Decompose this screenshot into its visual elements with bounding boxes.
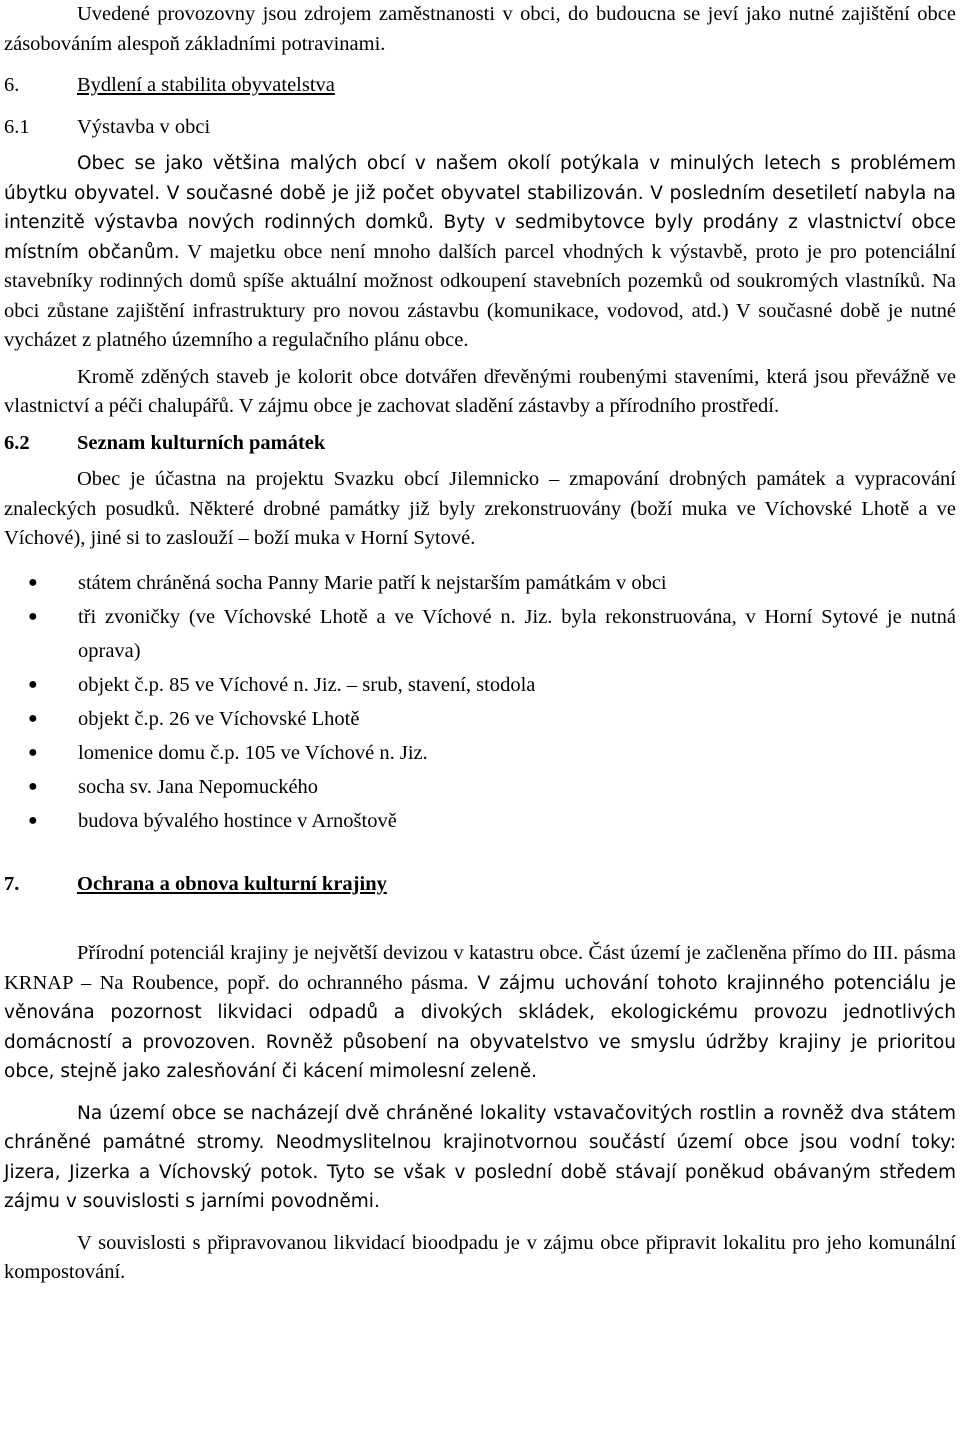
- list-item-text: tři zvoničky (ve Víchovské Lhotě a ve Víchové n. Jiz. byla rekonstruována, v Horní Sytové je nutná oprava): [78, 605, 956, 662]
- section-6-2-number: 6.2: [4, 431, 30, 454]
- list-item-text: státem chráněná socha Panny Marie patří k nejstarším památkám v obci: [78, 571, 667, 594]
- list-item: [4, 736, 956, 770]
- list-item: [4, 804, 956, 838]
- section-7-paragraph-1-serif: Přírodní potenciál krajiny je největší devizou v katastru obce. Část území je začleněna přímo do III. pásma KRNAP – Na Roubence, popř. do ochranného pásma.: [4, 942, 956, 994]
- bullet-icon: ●: [28, 675, 38, 693]
- bullet-icon: ●: [28, 709, 38, 727]
- intro-paragraph: Uvedené provozovny jsou zdrojem zaměstnanosti v obci, do budoucna se jeví jako nutné zajištění obce zásobováním alespoň základními potravinami.: [4, 3, 956, 55]
- bullet-icon: ●: [28, 777, 38, 795]
- list-item: [4, 566, 956, 600]
- section-6-2-title: Seznam kulturních památek: [77, 431, 326, 454]
- section-6-2-heading: [4, 429, 956, 459]
- section-7-title: Ochrana a obnova kulturní krajiny: [77, 872, 387, 895]
- section-6-1-number: 6.1: [4, 115, 30, 138]
- bullet-icon: ●: [28, 811, 38, 829]
- bullet-icon: ●: [28, 573, 38, 591]
- section-7-number: 7.: [4, 872, 20, 895]
- section-6-1-heading: [4, 113, 956, 143]
- bullet-icon: ●: [28, 607, 38, 625]
- section-6-number: 6.: [4, 74, 20, 96]
- list-item: [4, 770, 956, 804]
- section-7-paragraph-2: [4, 1099, 956, 1217]
- section-6-1-paragraph-1: [4, 149, 956, 356]
- list-item-text: budova bývalého hostince v Arnoštově: [78, 809, 397, 832]
- list-item-text: objekt č.p. 26 ve Víchovské Lhotě: [78, 707, 360, 730]
- bullet-icon: ●: [28, 743, 38, 761]
- section-7-paragraph-2-sans-b: Neodmyslitelnou krajinotvornou součástí území obce jsou vodní toky: Jizera, Jizerka a Víchovský potok. Tyto se však v poslední době stávají poněkud obávaným středem zájmu v souvislosti s jarními povodněmi.: [4, 1132, 956, 1212]
- section-7-paragraph-1: [4, 939, 956, 1087]
- list-item-text: lomenice domu č.p. 105 ve Víchové n. Jiz.: [78, 741, 428, 764]
- list-item: [4, 702, 956, 736]
- section-7-paragraph-2-sans-a: Na území obce se nacházejí dvě chráněné lokality vstavačovitých rostlin a rovněž dva státem chráněné památné stromy.: [4, 1102, 956, 1153]
- section-7-paragraph-3: V souvislosti s připravovanou likvidací bioodpadu je v zájmu obce připravit lokalitu pro jeho komunální kompostování.: [4, 1231, 956, 1283]
- section-7-paragraph-1-sans: V zájmu uchování tohoto krajinného potenciálu je věnována pozornost likvidaci odpadů a divokých skládek, ekologickému provozu jednotlivých domácností a provozoven. Rovněž působení na obyvatelstvo ve smyslu údržby krajiny je prioritou obce, stejně jako zalesňování či kácení mimolesní zeleně.: [4, 972, 956, 1082]
- section-7-heading: [4, 870, 956, 900]
- section-6-title: Bydlení a stabilita obyvatelstva: [77, 74, 335, 96]
- list-item: [4, 600, 956, 668]
- section-6-1-title: Výstavba v obci: [77, 115, 211, 138]
- section-6-1-paragraph-2: Kromě zděných staveb je kolorit obce dotvářen dřevěnými roubenými staveními, která jsou převážně ve vlastnictví a péči chalupářů. V zájmu obce je zachovat sladění zástavby a přírodního prostředí.: [4, 365, 956, 417]
- section-6-2-paragraph: Obec je účastna na projektu Svazku obcí Jilemnicko – zmapování drobných památek a vypracování znaleckých posudků. Některé drobné památky již byly zrekonstruovány (boží muka ve Víchovské Lhotě a ve Víchové), jiné si to zaslouží – boží muka v Horní Sytové.: [4, 468, 956, 549]
- section-6-1-paragraph-1-sans: Obec se jako většina malých obcí v našem okolí potýkala v minulých letech s problémem úbytku obyvatel. V současné době je již počet obyvatel stabilizován. V posledním desetiletí nabyla na intenzitě výstavba nových rodinných domků. Byty v sedmibytovce byly prodány z vlastnictví obce místním občanům.: [4, 153, 956, 263]
- section-6-heading: [4, 71, 956, 101]
- list-item-text: socha sv. Jana Nepomuckého: [78, 775, 319, 798]
- document-page: [4, 0, 956, 1288]
- section-6-1-paragraph-1-serif: V majetku obce není mnoho dalších parcel vhodných k výstavbě, proto je pro potenciální stavebníky rodinných domů spíše aktuální možnost odkoupení stavebních pozemků od soukromých vlastníků. Na obci zůstane zajištění infrastruktury pro novou zástavbu (komunikace, vodovod, atd.) V současné době je nutné vycházet z platného územního a regulačního plánu obce.: [4, 240, 956, 351]
- list-item: [4, 668, 956, 702]
- list-item-text: objekt č.p. 85 ve Víchové n. Jiz. – srub, stavení, stodola: [78, 673, 536, 696]
- monuments-list: [4, 566, 956, 838]
